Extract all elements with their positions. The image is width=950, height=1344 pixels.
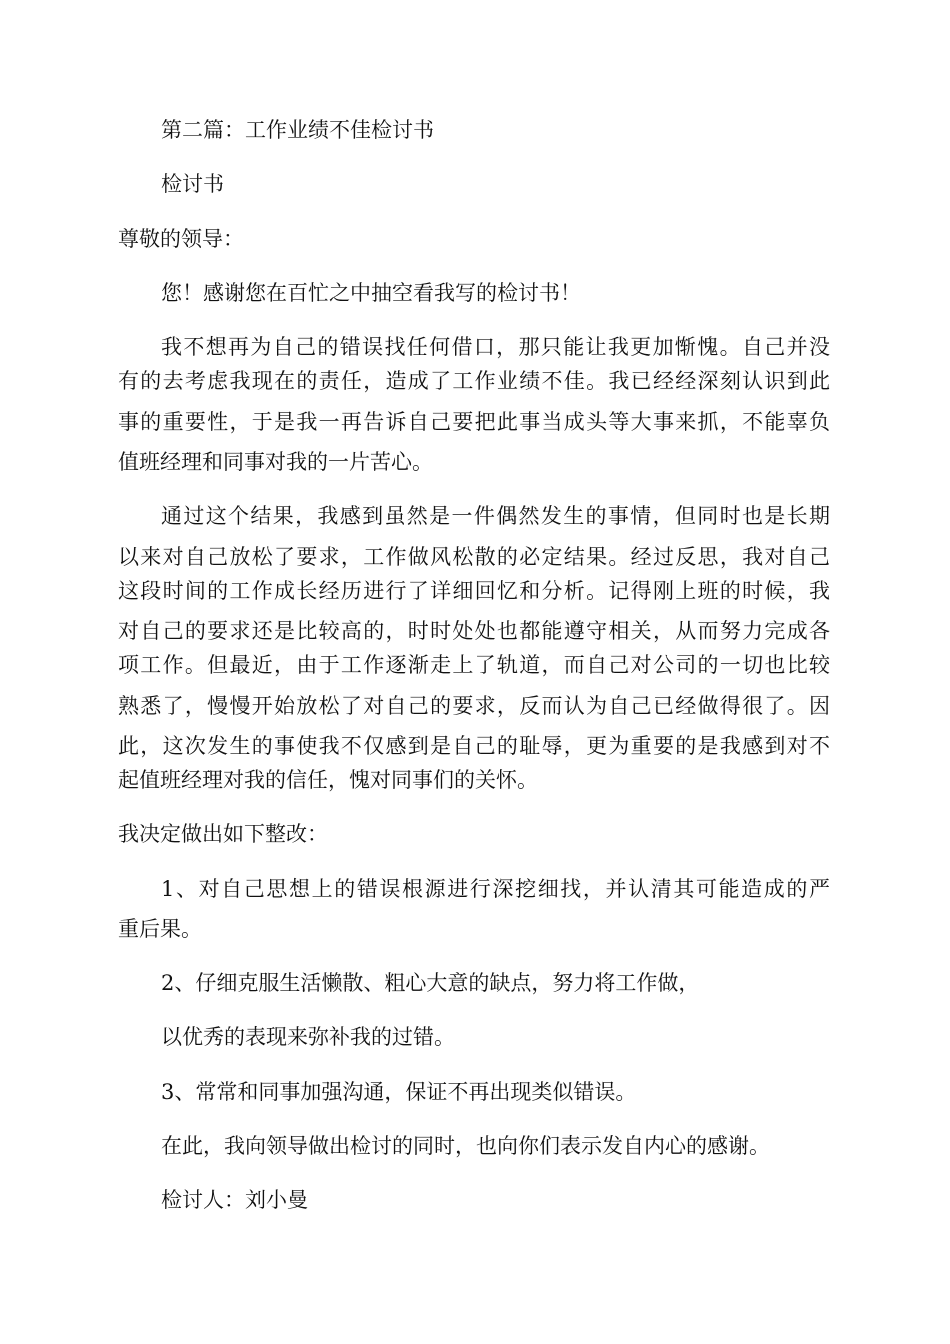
paragraph-line: 项工作。但最近，由于工作逐渐走上了轨道，而自己对公司的一切也比较 <box>118 653 830 677</box>
list-item: 2、仔细克服生活懒散、粗心大意的缺点，努力将工作做， <box>161 971 700 995</box>
paragraph-line: 有的去考虑我现在的责任，造成了工作业绩不佳。我已经经深刻认识到此 <box>118 369 830 393</box>
list-item-continuation: 以优秀的表现来弥补我的过错。 <box>161 1025 455 1049</box>
paragraph-line: 此，这次发生的事使我不仅感到是自己的耻辱，更为重要的是我感到对不 <box>118 734 830 758</box>
paragraph-line: 起值班经理对我的信任，愧对同事们的关怀。 <box>118 768 538 792</box>
paragraph-line: 这段时间的工作成长经历进行了详细回忆和分析。记得刚上班的时候，我 <box>118 579 830 603</box>
paragraph-line: 值班经理和同事对我的一片苦心。 <box>118 450 433 474</box>
document-heading: 检讨书 <box>161 172 224 196</box>
paragraph-line: 对自己的要求还是比较高的，时时处处也都能遵守相关，从而努力完成各 <box>118 619 830 643</box>
salutation: 尊敬的领导： <box>118 227 244 251</box>
paragraph-line: 通过这个结果，我感到虽然是一件偶然发生的事情，但同时也是长期 <box>161 504 830 528</box>
list-item: 3、常常和同事加强沟通，保证不再出现类似错误。 <box>161 1080 637 1104</box>
decision-intro: 我决定做出如下整改： <box>118 822 328 846</box>
list-item-line: 重后果。 <box>118 917 202 941</box>
section-title: 第二篇：工作业绩不佳检讨书 <box>161 118 434 142</box>
list-item-line: 1、对自己思想上的错误根源进行深挖细找，并认清其可能造成的严 <box>161 877 830 901</box>
paragraph-line: 事的重要性，于是我一再告诉自己要把此事当成头等大事来抓，不能辜负 <box>118 410 830 434</box>
closing-line: 在此，我向领导做出检讨的同时，也向你们表示发自内心的感谢。 <box>161 1134 770 1158</box>
paragraph-line: 我不想再为自己的错误找任何借口，那只能让我更加惭愧。自己并没 <box>161 335 830 359</box>
paragraph-line: 以来对自己放松了要求，工作做风松散的必定结果。经过反思，我对自己 <box>118 545 830 569</box>
signature: 检讨人：刘小曼 <box>161 1188 308 1212</box>
paragraph-line: 熟悉了，慢慢开始放松了对自己的要求，反而认为自己已经做得很了。因 <box>118 694 830 718</box>
greeting: 您！感谢您在百忙之中抽空看我写的检讨书！ <box>161 281 581 305</box>
